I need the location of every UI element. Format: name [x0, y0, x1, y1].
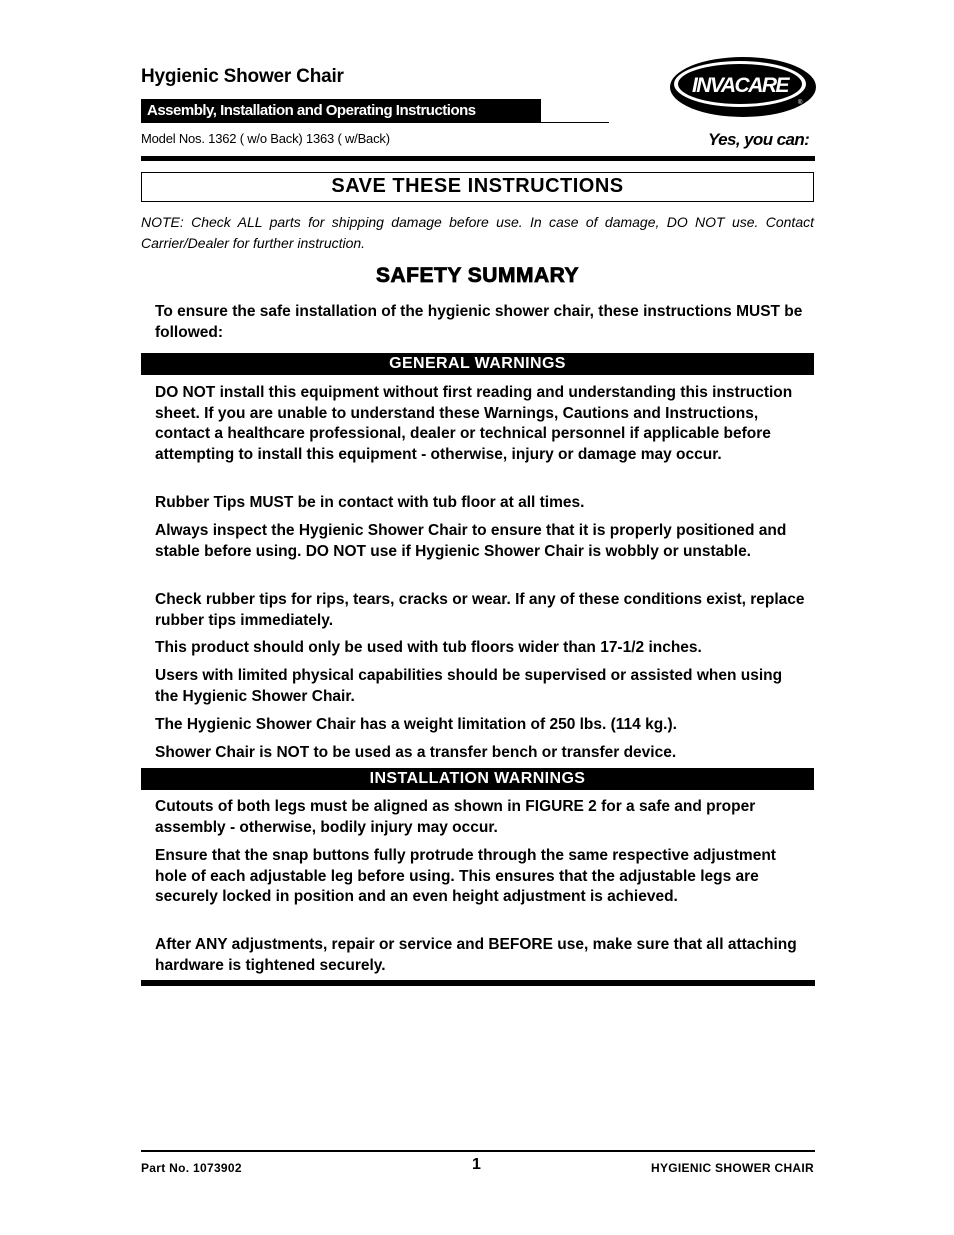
invacare-logo — [668, 54, 818, 120]
model-numbers: Model Nos. 1362 ( w/o Back) 1363 ( w/Back) — [141, 131, 390, 146]
safety-intro: To ensure the safe installation of the hygienic shower chair, these instructions MUST be followed: — [155, 303, 803, 341]
safety-summary-title: SAFETY SUMMARY — [375, 264, 579, 287]
shipping-note: NOTE: Check ALL parts for shipping damage before use. In case of damage, DO NOT use. Contact Carrier/Dealer for further instruction. — [141, 214, 814, 251]
document-title: Hygienic Shower Chair — [141, 66, 344, 87]
save-instructions-box: SAVE THESE INSTRUCTIONS — [141, 172, 814, 202]
installation-warning-item: After ANY adjustments, repair or service and BEFORE use, make sure that all attaching hardware is tightened securely. — [155, 936, 797, 974]
section-end-rule — [141, 980, 815, 986]
warning-item: Always inspect the Hygienic Shower Chair to ensure that it is properly positioned and stable before using. DO NOT use if Hygienic Shower Chair is wobbly or unstable. — [155, 522, 787, 560]
warning-item: The Hygienic Shower Chair has a weight limitation of 250 lbs. (114 kg.). — [155, 716, 677, 733]
warning-item: Shower Chair is NOT to be used as a transfer bench or transfer device. — [155, 744, 677, 761]
general-warnings-heading: GENERAL WARNINGS — [141, 353, 814, 375]
svg-text:®: ® — [798, 100, 803, 106]
warning-item: This product should only be used with tub floors wider than 17-1/2 inches. — [155, 639, 702, 656]
tagline: Yes, you can: — [708, 130, 810, 149]
footer-product-name: HYGIENIC SHOWER CHAIR — [651, 1161, 814, 1175]
header-rule — [141, 156, 815, 161]
subtitle-rule — [541, 122, 609, 123]
installation-warning-item: Cutouts of both legs must be aligned as shown in FIGURE 2 for a safe and proper assembly - otherwise, bodily injury may occur. — [155, 798, 756, 836]
installation-warnings-heading: INSTALLATION WARNINGS — [141, 768, 814, 790]
warning-item: Users with limited physical capabilities should be supervised or assisted when using the Hygienic Shower Chair. — [155, 667, 783, 705]
page-number: 1 — [472, 1156, 481, 1173]
part-number: Part No. 1073902 — [141, 1161, 242, 1175]
warning-item: DO NOT install this equipment without first reading and understanding this instruction sheet. If you are unable to understand these Warnings, Cautions and Instructions, contact a healthcare professional, dealer or technical personnel if applicable before attempting to install this equipment - otherwise, injury or damage may occur. — [155, 384, 793, 464]
footer-rule — [141, 1150, 815, 1152]
logo-text: INVACARE — [691, 74, 789, 97]
subtitle-banner: Assembly, Installation and Operating Instructions — [141, 99, 541, 123]
installation-warning-item: Ensure that the snap buttons fully protrude through the same respective adjustment hole of each adjustable leg before using. This ensures that the adjustable legs are securely locked in position and an even height adjustment is achieved. — [155, 847, 776, 906]
warning-item: Rubber Tips MUST be in contact with tub floor at all times. — [155, 494, 585, 511]
warning-item: Check rubber tips for rips, tears, cracks or wear. If any of these conditions exist, replace rubber tips immediately. — [155, 591, 805, 629]
